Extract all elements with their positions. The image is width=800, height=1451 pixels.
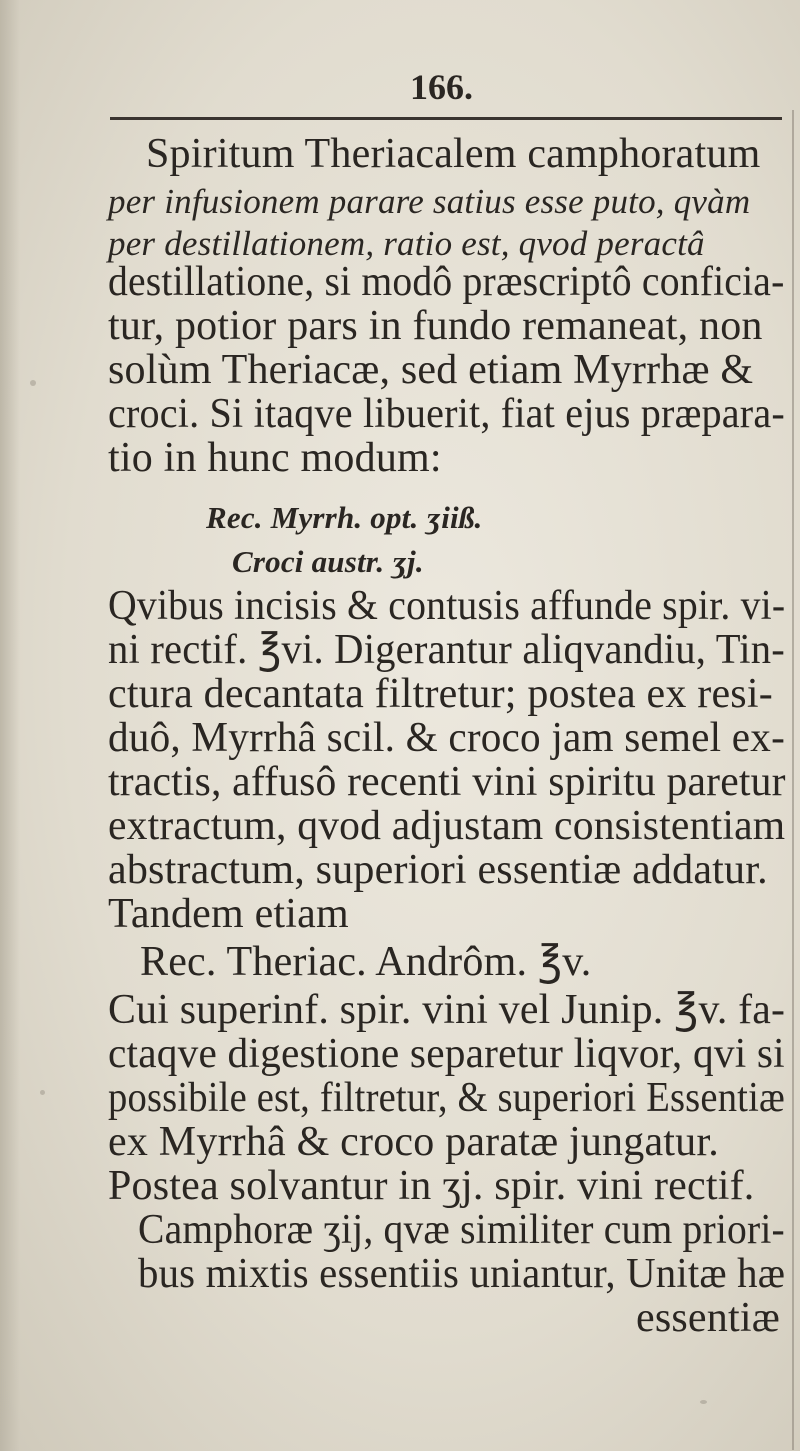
recipe-line-2: Croci austr. ʒj. bbox=[232, 544, 424, 579]
page-edge-line bbox=[792, 110, 794, 1450]
text-line-11: Qvibus incisis & contusis affunde spir. vi- bbox=[108, 583, 786, 629]
text-line-15: tractis, affusô recenti vini spiritu paretur bbox=[108, 759, 786, 805]
paper-speck bbox=[700, 1400, 707, 1404]
text-line-13: ctura decantata filtretur; postea ex resi- bbox=[108, 671, 773, 717]
text-line-16: extractum, qvod adjustam consistentiam bbox=[108, 803, 786, 849]
text-line-21: ctaqve digestione separetur liqvor, qvi si bbox=[108, 1031, 785, 1077]
text-line-20: Cui superinf. spir. vini vel Junip. ℥v. fa- bbox=[108, 987, 786, 1033]
catchword: essentiæ bbox=[636, 1295, 780, 1341]
text-line-8: tio in hunc modum: bbox=[108, 435, 442, 481]
text-line-4: destillatione, si modô præscriptô conficia- bbox=[108, 259, 785, 305]
text-line-14: duô, Myrrhâ scil. & croco jam semel ex- bbox=[108, 715, 785, 761]
paper-speck bbox=[40, 1090, 45, 1095]
text-line-1: Spiritum Theriacalem camphoratum bbox=[146, 131, 761, 177]
text-line-7: croci. Si itaqve libuerit, fiat ejus præpara- bbox=[108, 391, 785, 437]
text-line-18: Tandem etiam bbox=[108, 891, 349, 937]
text-line-12: ni rectif. ℥vi. Digerantur aliqvandiu, Tin- bbox=[108, 627, 785, 673]
page-number: 166. bbox=[410, 67, 473, 107]
text-line-23: ex Myrrhâ & croco paratæ jungatur. bbox=[108, 1119, 719, 1165]
text-line-22: possibile est, filtretur, & superiori Essentiæ bbox=[108, 1075, 785, 1121]
text-line-6: solùm Theriacæ, sed etiam Myrrhæ & bbox=[108, 347, 754, 393]
text-line-2: per infusionem parare satius esse puto, qvàm bbox=[108, 182, 751, 221]
header-rule bbox=[110, 117, 782, 120]
text-line-25: Camphoræ ʒij, qvæ similiter cum priori- bbox=[138, 1207, 785, 1253]
text-line-3: per destillationem, ratio est, qvod peractâ bbox=[108, 224, 705, 263]
recipe-line-1: Rec. Myrrh. opt. ʒiiß. bbox=[206, 500, 483, 535]
text-line-17: abstractum, superiori essentiæ addatur. bbox=[108, 847, 768, 893]
recipe-line-3: Rec. Theriac. Andrôm. ℥v. bbox=[140, 939, 592, 985]
text-line-5: tur, potior pars in fundo remaneat, non bbox=[108, 303, 763, 349]
paper-speck bbox=[30, 380, 36, 386]
text-line-26: bus mixtis essentiis uniantur, Unitæ hæ bbox=[138, 1251, 786, 1297]
page-gutter-shadow bbox=[0, 0, 20, 1451]
text-line-24: Postea solvantur in ʒj. spir. vini rectif. bbox=[108, 1163, 755, 1209]
